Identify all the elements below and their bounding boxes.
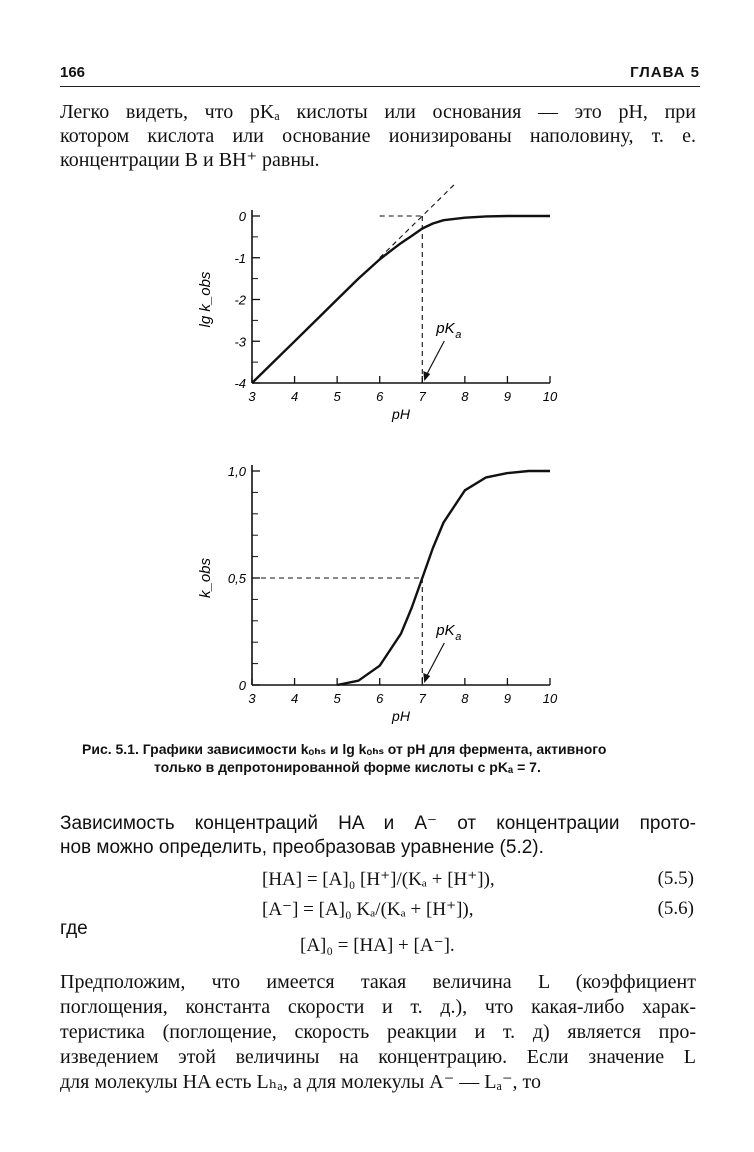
caption-label: Рис. 5.1. [82, 741, 139, 757]
paragraph-1 [60, 812, 696, 860]
x-tick-label: 5 [333, 691, 341, 706]
x-tick-label: 10 [542, 389, 558, 404]
para1-line: нов можно определить, преобразовав уравнение (5.2). [60, 837, 544, 858]
intro-line: Легко видеть, что pKₐ кислоты или основания — это pH, при [60, 101, 696, 123]
caption-line-2: только в депротонированной форме кислоты с pKₐ = 7. [154, 759, 541, 775]
x-tick-label: 7 [418, 389, 426, 404]
y-tick-label: -1 [234, 250, 246, 266]
x-tick-label: 4 [290, 389, 299, 404]
equation-5-6-number: (5.6) [657, 898, 694, 919]
para2-line: теристика (поглощение, скорость реакции и т. д) является про- [60, 1021, 696, 1043]
page-header [60, 64, 700, 88]
x-axis-label: pH [392, 406, 410, 422]
paragraph-2 [60, 970, 696, 1095]
equation-5-5-number: (5.5) [657, 868, 694, 889]
header-rule [60, 86, 700, 87]
x-tick-label: 7 [418, 691, 426, 706]
para2-line: Предположим, что имеется такая величина L (коэффициент [60, 971, 696, 993]
y-tick-label: 0,5 [227, 571, 246, 586]
page-number: 166 [60, 64, 86, 81]
x-tick-label: 6 [376, 389, 384, 404]
x-tick-label: 8 [461, 389, 469, 404]
pka-annotation-subscript: a [455, 631, 462, 643]
para2-line: поглощения, константа скорости и т. д.), что какая-либо харак- [60, 996, 696, 1018]
x-tick-label: 4 [290, 691, 299, 706]
para2-line: для молекулы HA есть Lₕₐ, а для молекулы A⁻ — Lₐ⁻, то [60, 1071, 541, 1093]
y-tick-label: 1,0 [227, 464, 246, 479]
y-axis-label: k_obs [197, 557, 214, 599]
x-tick-label: 5 [333, 389, 341, 404]
pka-arrowhead [423, 673, 430, 683]
data-curve [252, 216, 550, 383]
y-tick-label: -3 [234, 334, 246, 350]
x-tick-label: 3 [248, 691, 256, 706]
intro-paragraph [60, 100, 696, 172]
para1-line: Зависимость концентраций HA и A⁻ от концентрации прото- [60, 813, 696, 834]
chapter-title: ГЛАВА 5 [630, 64, 700, 81]
kobs-chart [0, 455, 754, 735]
y-tick-label: -4 [234, 376, 246, 391]
x-tick-label: 9 [503, 389, 512, 404]
lg-kobs-chart [0, 180, 754, 422]
x-tick-label: 6 [376, 691, 384, 706]
x-tick-label: 8 [461, 691, 469, 706]
y-tick-label: -2 [234, 292, 246, 308]
figure-caption [82, 740, 694, 776]
x-tick-label: 9 [503, 691, 512, 706]
equation-sum: [A]₀ = [HA] + [A⁻]. [300, 935, 455, 956]
equation-5-5: [HA] = [A]₀ [H⁺]/(Kₐ + [H⁺]), [262, 869, 495, 890]
equation-5-6: [A⁻] = [A]₀ Kₐ/(Kₐ + [H⁺]), [262, 899, 474, 920]
x-axis-label: pH [392, 708, 410, 724]
where-label: где [60, 918, 88, 939]
y-tick-label: 0 [238, 678, 246, 693]
intro-line: котором кислота или основание ионизированы наполовину, т. е. [60, 125, 696, 147]
pka-arrowhead [423, 371, 430, 381]
intro-line: концентрации B и BH⁺ равны. [60, 149, 320, 171]
y-axis-label: lg k_obs [197, 271, 214, 328]
pka-annotation-subscript: a [455, 329, 462, 341]
pka-annotation: pK [436, 320, 455, 337]
para2-line: изведением этой величины на концентрацию. Если значение L [60, 1046, 696, 1068]
x-tick-label: 10 [542, 691, 558, 706]
y-tick-label: 0 [238, 209, 246, 224]
pka-arrow [425, 341, 444, 377]
pka-arrow [425, 643, 444, 679]
caption-line-1: Графики зависимости kₒₕₛ и lg kₒₕₛ от pH для фермента, активного [142, 741, 607, 757]
pka-annotation: pK [436, 622, 455, 639]
x-tick-label: 3 [248, 389, 256, 404]
